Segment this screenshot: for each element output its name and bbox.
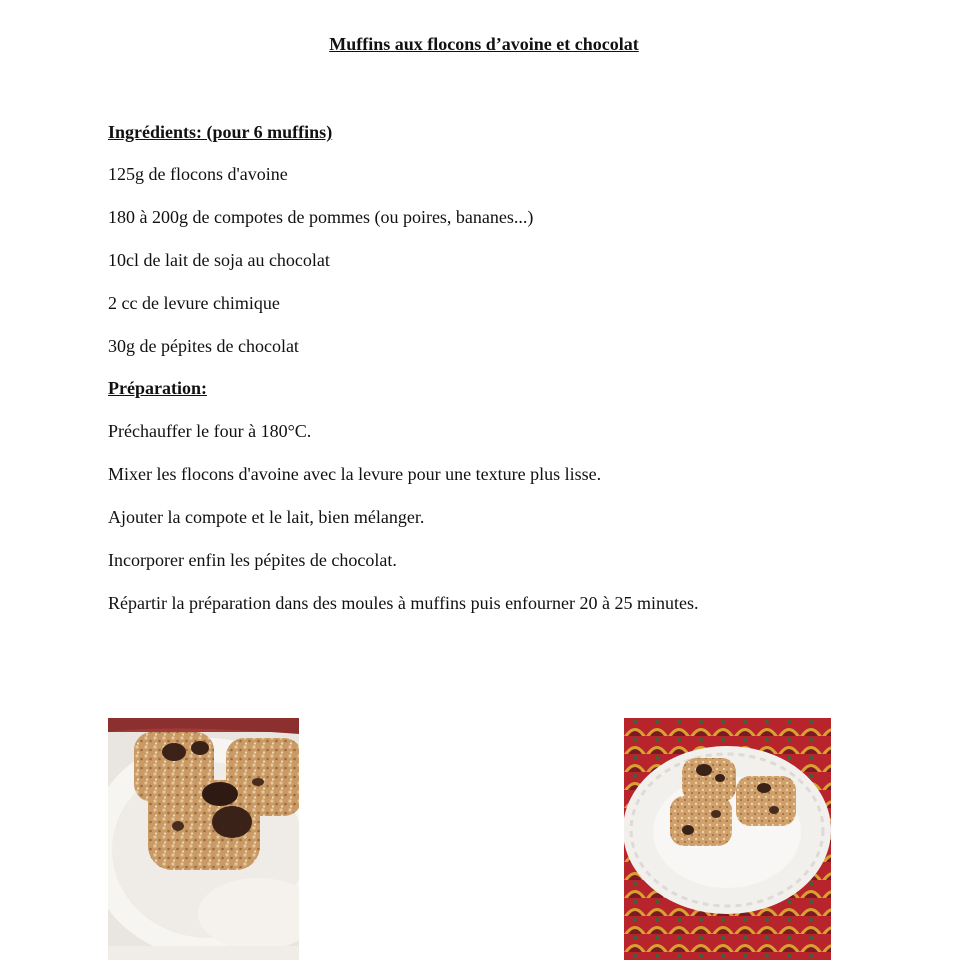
ingredient-item: 10cl de lait de soja au chocolat	[108, 250, 330, 270]
ingredients-heading: Ingrédients: (pour 6 muffins)	[108, 122, 333, 142]
preparation-heading: Préparation:	[108, 378, 207, 398]
preparation-step: Répartir la préparation dans des moules à muffins puis enfourner 20 à 25 minutes.	[108, 593, 699, 613]
ingredient-item: 180 à 200g de compotes de pommes (ou poires, bananes...)	[108, 207, 534, 227]
ingredient-item: 30g de pépites de chocolat	[108, 336, 299, 356]
ingredient-item: 2 cc de levure chimique	[108, 293, 280, 313]
preparation-step: Incorporer enfin les pépites de chocolat.	[108, 550, 397, 570]
preparation-step: Mixer les flocons d'avoine avec la levure pour une texture plus lisse.	[108, 464, 602, 484]
preparation-step: Préchauffer le four à 180°C.	[108, 421, 312, 441]
preparation-step: Ajouter la compote et le lait, bien mélanger.	[108, 507, 425, 527]
ingredient-item: 125g de flocons d'avoine	[108, 164, 288, 184]
muffins-photo-closeup	[108, 718, 299, 960]
muffins-photo-plate	[624, 718, 831, 960]
page-title: Muffins aux flocons d’avoine et chocolat	[329, 34, 639, 54]
